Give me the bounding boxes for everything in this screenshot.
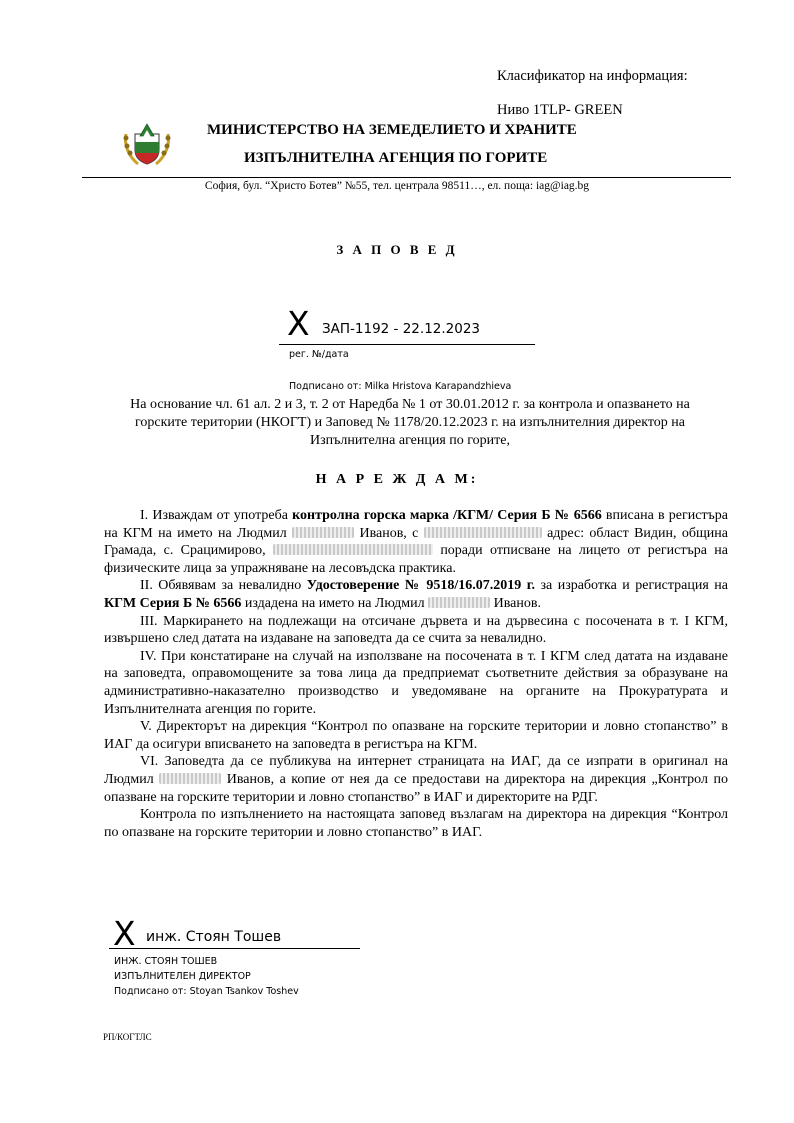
document-title: З А П О В Е Д xyxy=(336,242,458,257)
redacted-name xyxy=(159,773,221,784)
order-item-4: IV. При констатиране на случай на използване на посочената в т. I КГМ след датата на издаване на заповедта, оправомощените за това лица да предприемат съответните действия за образуване на административно-наказателно производство и уведомяване на органите на Прокуратурата и Изпълнителната агенция по горите. xyxy=(104,648,728,717)
order-item-3: III. Маркирането на подлежащи на отсичане дървета и на дървесина с посочената в т. I КГМ, извършено след датата на издаване на заповедта да се счита за невалидно. xyxy=(104,613,728,647)
agency-name: ИЗПЪЛНИТЕЛНА АГЕНЦИЯ ПО ГОРИТЕ xyxy=(244,150,548,166)
registration-signed-by: Подписано от: Milka Hristova Karapandzhieva xyxy=(289,381,512,392)
director-name-caps: ИНЖ. СТОЯН ТОШЕВ xyxy=(114,956,218,967)
order-item-1: I. Изваждам от употреба контролна горска марка /КГМ/ Серия Б № 6566 вписана в регистъра на КГМ на името на Людмил Иванов, с адрес: област Видин, община Грамада, с. Срацимирово, поради отписване на лицето от регистъра на физическите лица за упражняване на лесовъдска практика. xyxy=(104,508,728,576)
order-body xyxy=(104,507,728,841)
redacted-name xyxy=(292,527,354,538)
control-paragraph: Контрола по изпълнението на настоящата заповед възлагам на директора на дирекция “Контрол по опазване на горските територии и ловно стопанство” в ИАГ. xyxy=(104,807,728,840)
director-signature-name: инж. Стоян Тошев xyxy=(146,929,282,945)
legal-basis-paragraph: На основание чл. 61 ал. 2 и 3, т. 2 от Наредба № 1 от 30.01.2012 г. за контрола и опазването на горските територии (НКОГТ) и Заповед № 1178/20.12.2023 г. на изпълнителния директор на Изпълнителна агенция по горите, xyxy=(130,397,690,448)
redacted-address xyxy=(273,544,433,555)
header-divider xyxy=(82,177,731,178)
director-signature-details xyxy=(114,954,299,999)
order-item-6: VI. Заповедта да се публикува на интернет страницата на ИАГ, да се изпрати в оригинал на Людмил Иванов, а копие от нея да се предостави на директора на дирекция „Контрол по опазване на горските територии и ловно стопанство” в ИАГ и директорите на РДГ. xyxy=(104,754,728,805)
classifier-level: Ниво 1TLP- GREEN xyxy=(497,102,623,118)
director-title: ИЗПЪЛНИТЕЛЕН ДИРЕКТОР xyxy=(114,971,251,982)
order-item-5: V. Директорът на дирекция “Контрол по опазване на горските територии и ловно стопанство” в ИАГ да осигури вписването на заповедта в регистъра на КГМ. xyxy=(104,719,728,752)
agency-logo-icon xyxy=(120,120,174,168)
registration-signature-line xyxy=(279,344,535,345)
order-heading: Н А Р Е Ж Д А М: xyxy=(315,472,479,487)
footer-reference-code: РП/КОГТЛС xyxy=(103,1032,152,1042)
director-signature-line xyxy=(109,948,360,949)
ministry-name: МИНИСТЕРСТВО НА ЗЕМЕДЕЛИЕТО И ХРАНИТЕ xyxy=(207,122,577,138)
agency-address: София, бул. “Христо Ботев” №55, тел. централа 98511…, ел. поща: iag@iag.bg xyxy=(204,180,590,192)
registration-signature-mark: X xyxy=(287,304,310,343)
registration-number: ЗАП-1192 - 22.12.2023 xyxy=(322,321,481,337)
director-signature-mark: X xyxy=(113,914,136,953)
redacted-id xyxy=(424,527,542,538)
director-signed-by: Подписано от: Stoyan Tsankov Toshev xyxy=(114,986,299,997)
redacted-name xyxy=(428,597,490,608)
classifier-label: Класификатор на информация: xyxy=(497,68,688,84)
order-item-2: II. Обявявам за невалидно Удостоверение № 9518/16.07.2019 г. за изработка и регистрация на КГМ Серия Б № 6566 издадена на името на Людмил Иванов. xyxy=(104,578,728,611)
registration-caption: рег. №/дата xyxy=(289,349,349,360)
